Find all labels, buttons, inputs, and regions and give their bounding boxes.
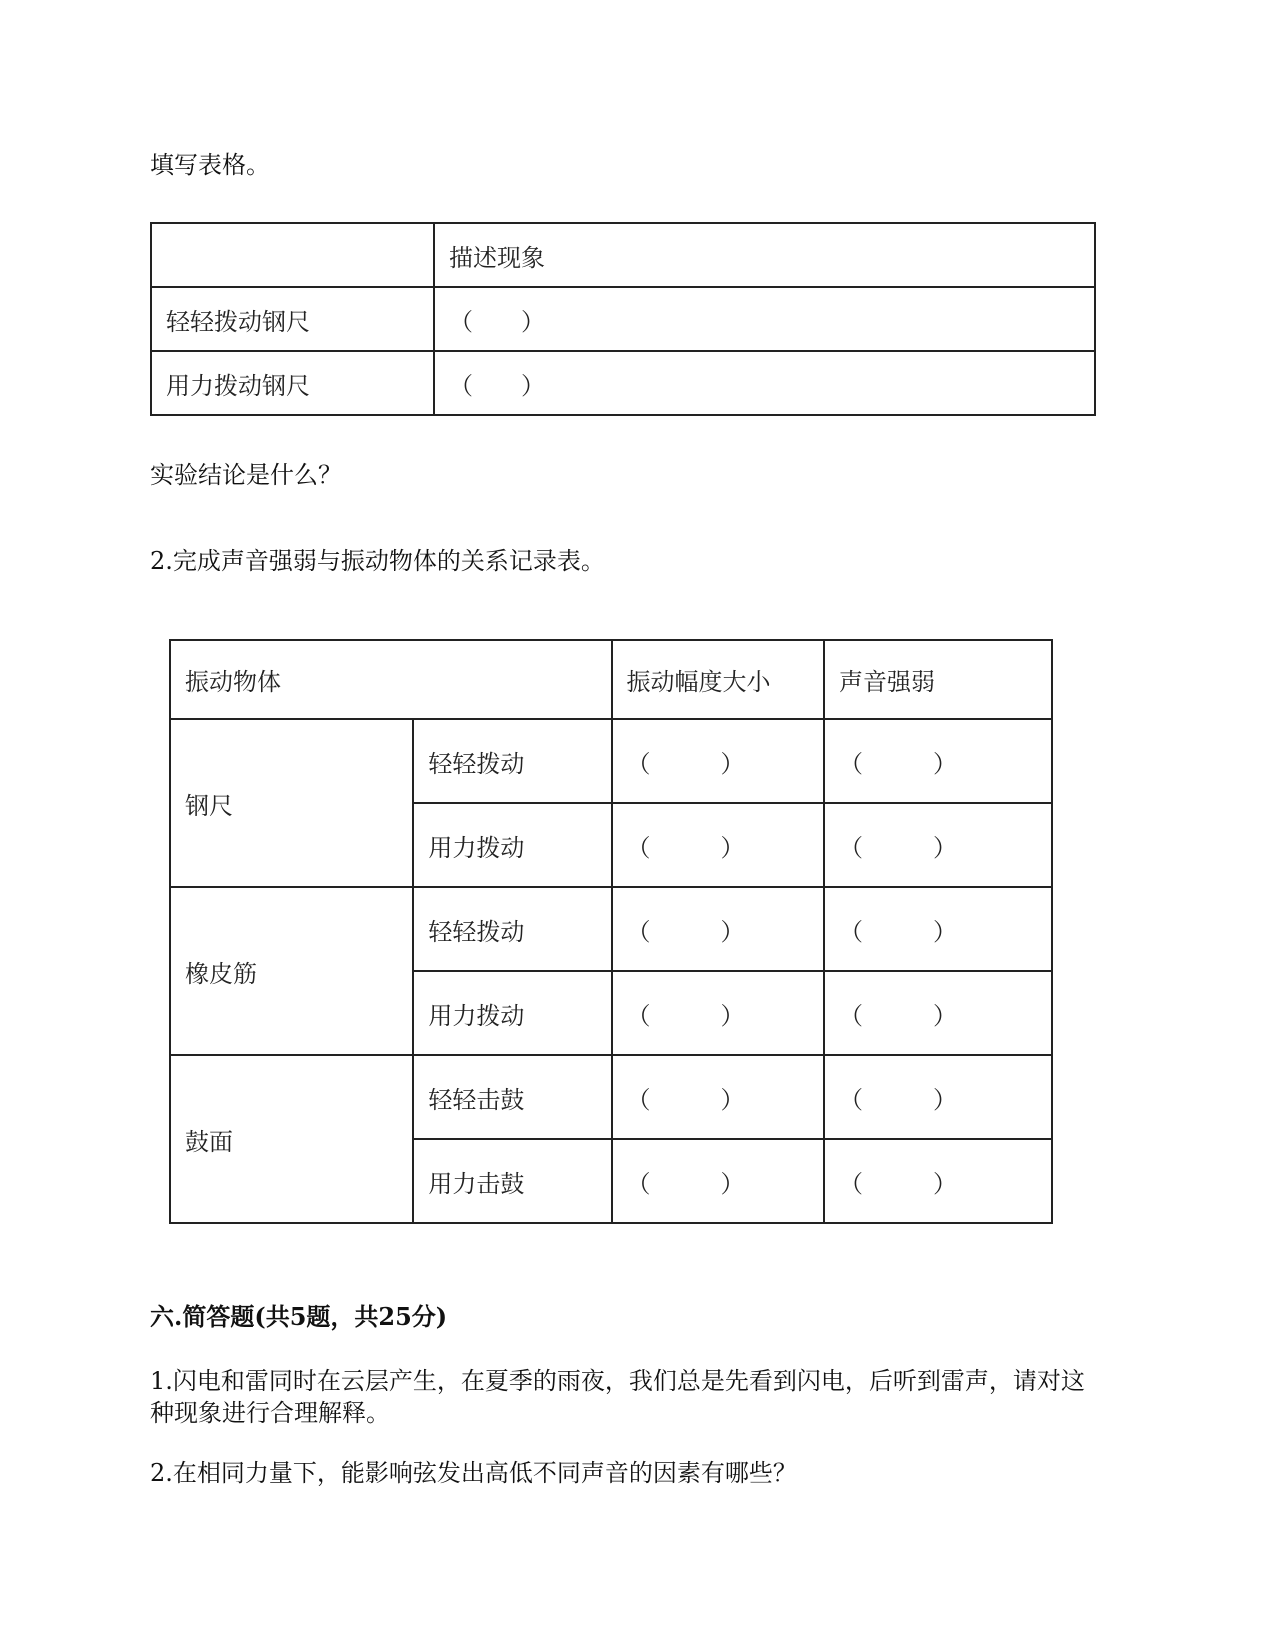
table1-header-empty (151, 223, 434, 287)
table2-header-loudness: 声音强弱 (824, 640, 1052, 719)
amplitude-answer-blank[interactable]: （ ） (612, 1055, 824, 1139)
table2-action-cell: 用力拨动 (413, 971, 611, 1055)
amplitude-answer-blank[interactable]: （ ） (612, 803, 824, 887)
amplitude-answer-blank[interactable]: （ ） (612, 971, 824, 1055)
loudness-answer-blank[interactable]: （ ） (824, 1055, 1052, 1139)
section-6-question-1-line-2: 种现象进行合理解释。 (150, 1399, 390, 1427)
table1-answer-blank[interactable]: （ ） (434, 351, 1095, 415)
section-6-question-1-line-1: 1.闪电和雷同时在云层产生，在夏季的雨夜，我们总是先看到闪电，后听到雷声，请对这 (150, 1367, 1085, 1395)
table1-header-description: 描述现象 (434, 223, 1095, 287)
loudness-answer-blank[interactable]: （ ） (824, 719, 1052, 803)
loudness-answer-blank[interactable]: （ ） (824, 1139, 1052, 1223)
loudness-record-table (169, 639, 1053, 1224)
table2-header-object: 振动物体 (170, 640, 612, 719)
question-2-title: 2.完成声音强弱与振动物体的关系记录表。 (150, 547, 605, 575)
amplitude-answer-blank[interactable]: （ ） (612, 1139, 824, 1223)
intro-text: 填写表格。 (150, 151, 270, 179)
amplitude-answer-blank[interactable]: （ ） (612, 719, 824, 803)
table1-answer-blank[interactable]: （ ） (434, 287, 1095, 351)
table2-action-cell: 轻轻拨动 (413, 887, 611, 971)
loudness-answer-blank[interactable]: （ ） (824, 803, 1052, 887)
table2-action-cell: 轻轻击鼓 (413, 1055, 611, 1139)
table2-action-cell: 轻轻拨动 (413, 719, 611, 803)
table1-row-label: 用力拨动钢尺 (151, 351, 434, 415)
phenomenon-table (150, 222, 1096, 416)
table2-object-cell: 橡皮筋 (170, 887, 413, 1055)
table2-action-cell: 用力拨动 (413, 803, 611, 887)
conclusion-question: 实验结论是什么？ (150, 461, 342, 489)
table2-action-cell: 用力击鼓 (413, 1139, 611, 1223)
loudness-answer-blank[interactable]: （ ） (824, 971, 1052, 1055)
table2-header-amplitude: 振动幅度大小 (612, 640, 824, 719)
table1-row-label: 轻轻拨动钢尺 (151, 287, 434, 351)
loudness-answer-blank[interactable]: （ ） (824, 887, 1052, 971)
section-6-question-2: 2.在相同力量下，能影响弦发出高低不同声音的因素有哪些？ (150, 1459, 797, 1487)
section-6-heading: 六.简答题(共5题，共25分) (150, 1302, 448, 1331)
table2-object-cell: 鼓面 (170, 1055, 413, 1223)
table2-object-cell: 钢尺 (170, 719, 413, 887)
amplitude-answer-blank[interactable]: （ ） (612, 887, 824, 971)
